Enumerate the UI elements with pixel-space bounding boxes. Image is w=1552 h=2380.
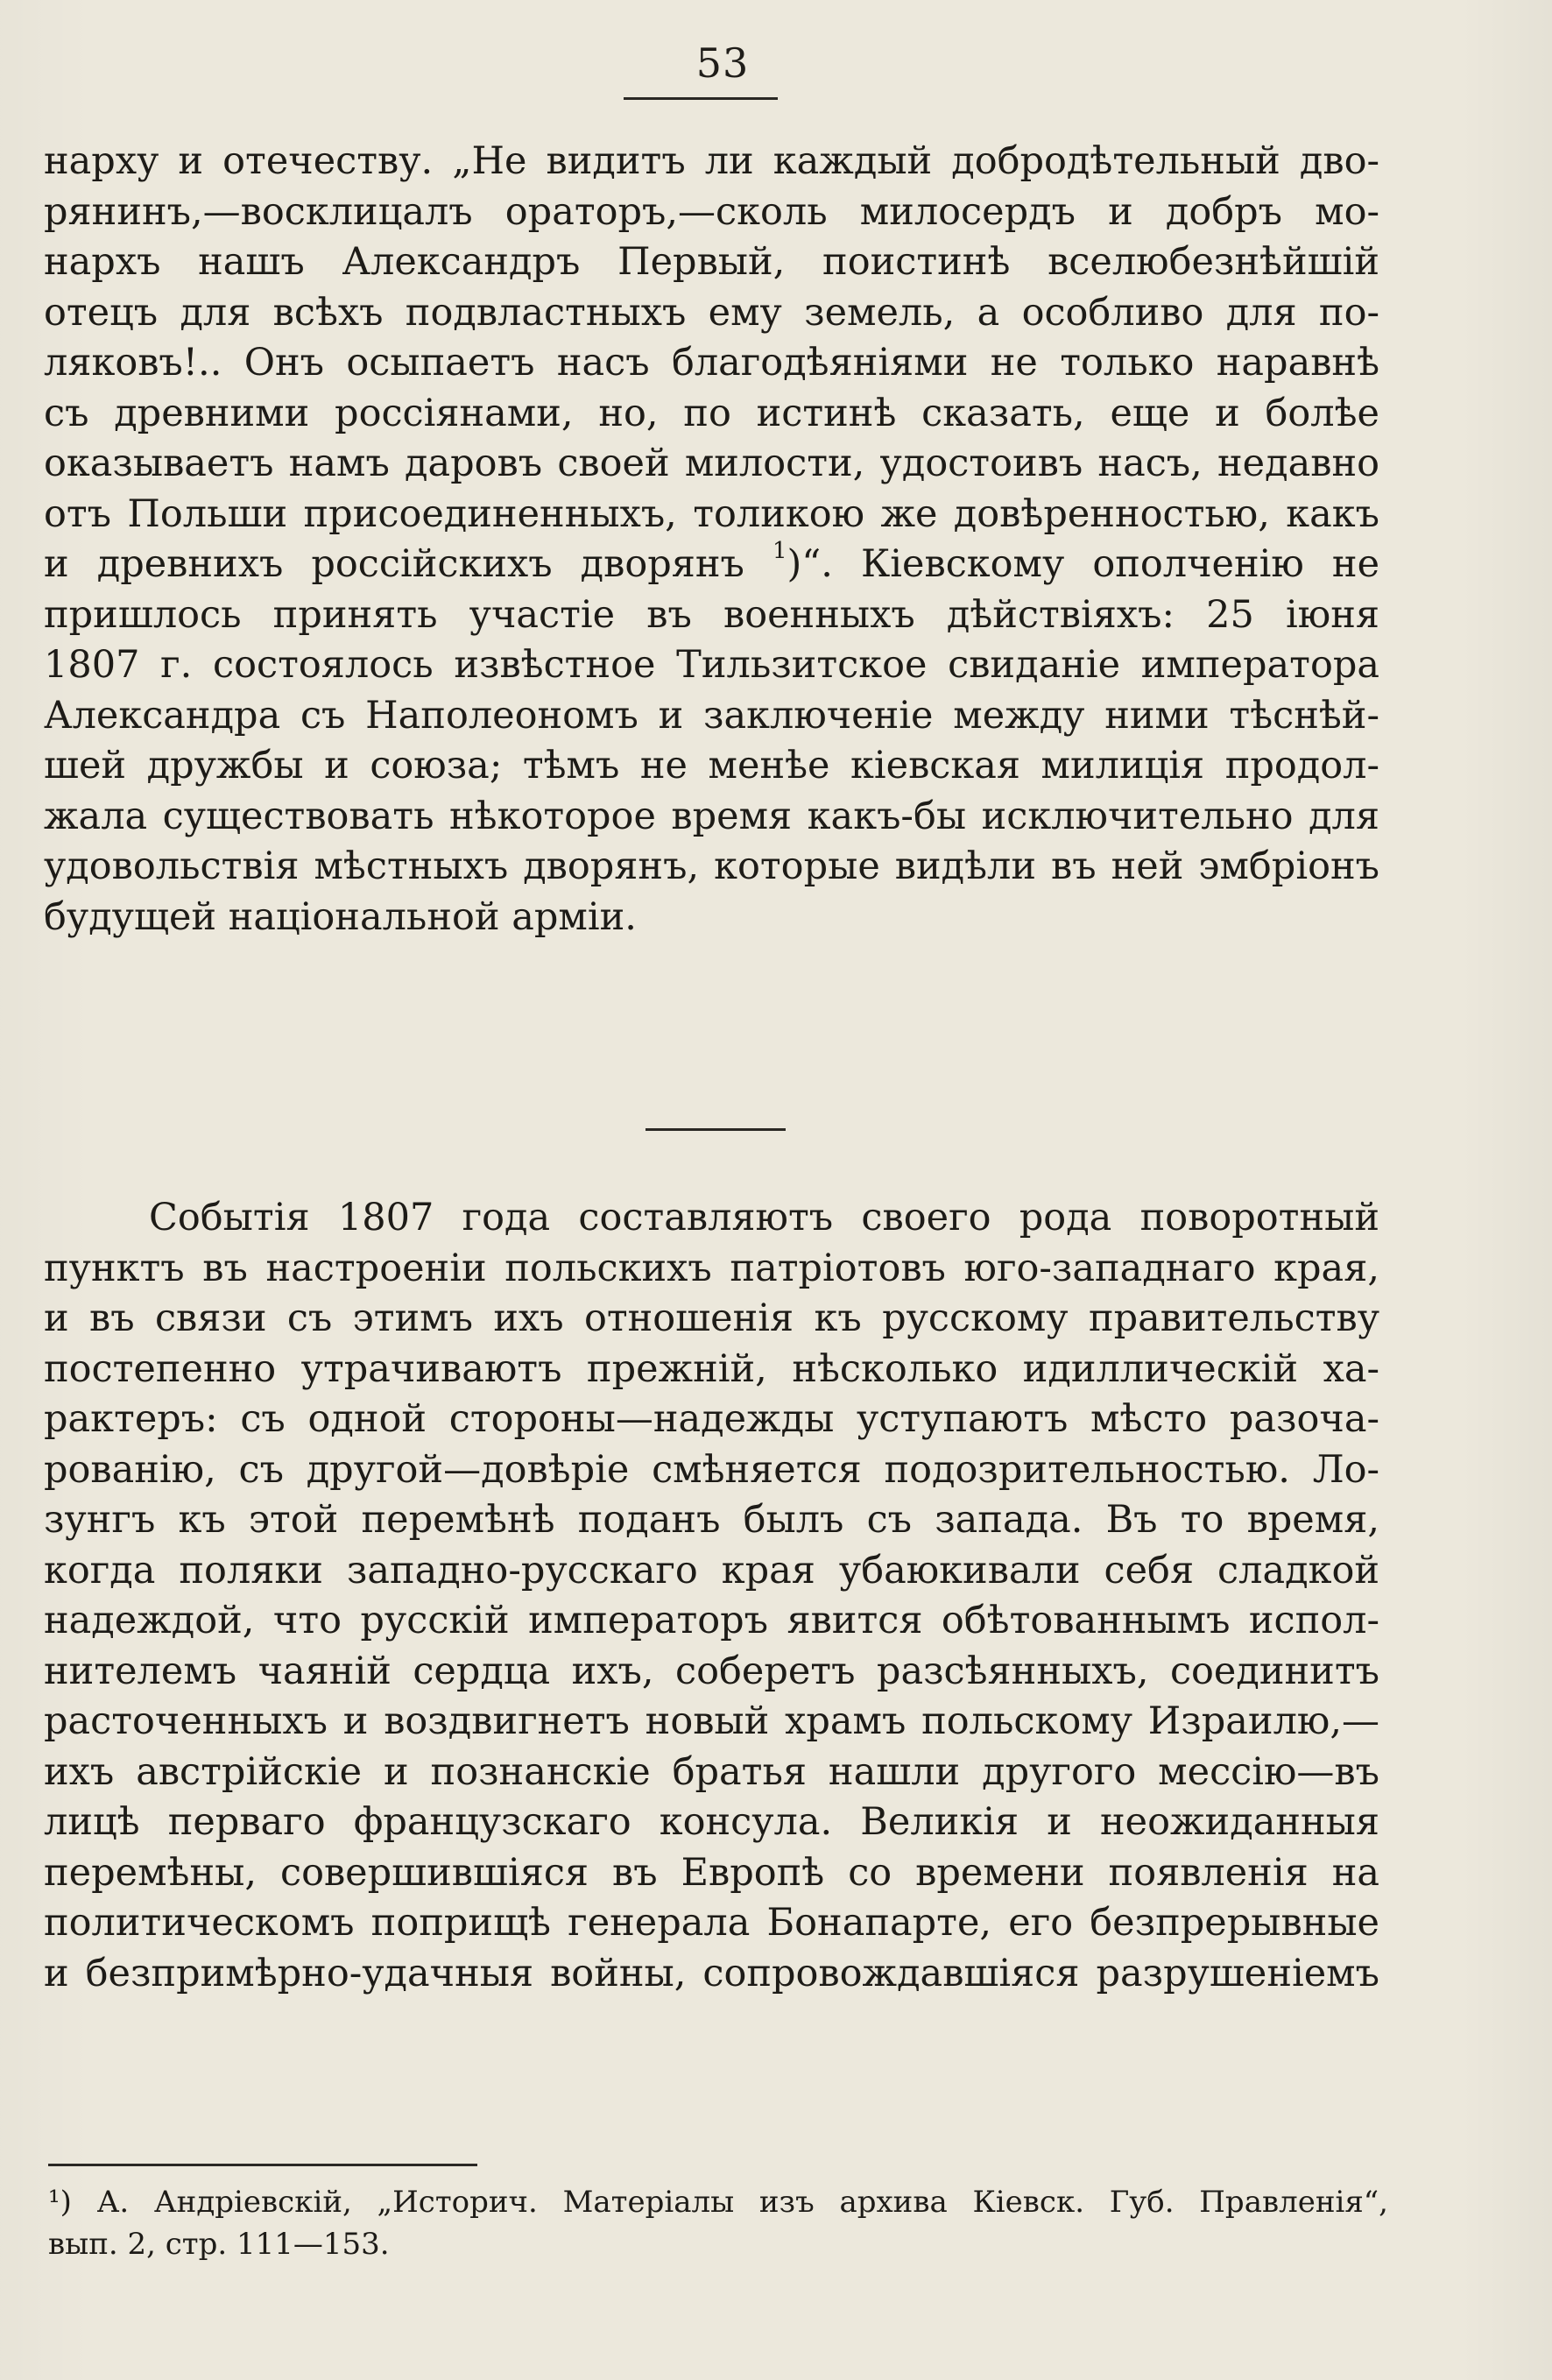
text-line: рянинъ,—восклицалъ ораторъ,—сколь милосердъ и добръ мо- xyxy=(44,189,1379,234)
text-line: удовольствія мѣстныхъ дворянъ, которые видѣли въ ней эмбріонъ xyxy=(44,844,1379,888)
text-line: постепенно утрачиваютъ прежній, нѣсколько идиллическій ха- xyxy=(44,1346,1379,1391)
text-line: пришлось принять участіе въ военныхъ дѣйствіяхъ: 25 іюня xyxy=(44,592,1379,637)
text-line: политическомъ поприщѣ генерала Бонапарте, его безпрерывные xyxy=(44,1901,1379,1945)
footnote-text: А. Андріевскій, „Историч. Матеріалы изъ архива Кіевск. Губ. Правленія“, xyxy=(96,2185,1388,2220)
text-fragment: и древнихъ россійскихъ дворянъ xyxy=(44,542,744,586)
text-line: съ древними россіянами, но, по истинѣ сказать, еще и болѣе xyxy=(44,391,1379,435)
text-line: когда поляки западно-русскаго края убаюкивали себя сладкой xyxy=(44,1548,1379,1593)
paragraph-2 xyxy=(44,1193,1379,1999)
section-divider xyxy=(645,1128,786,1131)
text-line: ихъ австрійскіе и познанскіе братья нашли другого мессію—въ xyxy=(44,1749,1379,1794)
text-line: расточенныхъ и воздвигнетъ новый храмъ польскому Израилю,— xyxy=(44,1699,1379,1743)
page-number: 53 xyxy=(695,39,750,87)
text-line: жала существовать нѣкоторое время какъ-бы исключительно для xyxy=(44,794,1379,838)
text-line: пунктъ въ настроеніи польскихъ патріотовъ юго-западнаго края, xyxy=(44,1246,1379,1290)
page-number-rule xyxy=(624,97,778,100)
text-line: и безпримѣрно-удачныя войны, сопровождавшіяся разрушеніемъ xyxy=(44,1951,1379,1995)
footnote-line: вып. 2, стр. 111—153. xyxy=(48,2227,390,2262)
text-line: и въ связи съ этимъ ихъ отношенія къ русскому правительству xyxy=(44,1296,1379,1340)
text-line: нарху и отечеству. „Не видитъ ли каждый добродѣтельный дво- xyxy=(44,139,1379,183)
text-line: зунгъ къ этой перемѣнѣ поданъ былъ съ запада. Въ то время, xyxy=(44,1498,1379,1542)
text-line: лицѣ перваго французскаго консула. Великія и неожиданныя xyxy=(44,1800,1379,1844)
text-fragment: )“. Кіевскому ополченію не xyxy=(787,542,1380,586)
text-line: перемѣны, совершившіяся въ Европѣ со времени появленія на xyxy=(44,1850,1379,1895)
text-line-with-footnote-ref xyxy=(44,537,1380,590)
paragraph-1 xyxy=(44,137,1379,943)
text-line: будущей національной арміи. xyxy=(44,894,637,939)
text-line: отецъ для всѣхъ подвластныхъ ему земель, а особливо для по- xyxy=(44,290,1379,335)
text-line: отъ Польши присоединенныхъ, толикою же довѣренностью, какъ xyxy=(44,491,1379,536)
text-line: рактеръ: съ одной стороны—надежды уступаютъ мѣсто разоча- xyxy=(44,1397,1379,1441)
text-line: шей дружбы и союза; тѣмъ не менѣе кіевская милиція продол- xyxy=(44,744,1379,787)
text-line: 1807 г. состоялось извѣстное Тильзитское свиданіе императора xyxy=(44,643,1379,687)
text-line: Александра съ Наполеономъ и заключеніе между ними тѣснѣй- xyxy=(44,693,1379,738)
footnote-marker: ¹) xyxy=(48,2185,72,2220)
footnote-divider xyxy=(48,2164,477,2166)
text-line: надеждой, что русскій императоръ явится обѣтованнымъ испол- xyxy=(44,1599,1379,1642)
text-line: ляковъ!.. Онъ осыпаетъ насъ благодѣяніями не только наравнѣ xyxy=(44,341,1379,385)
footnote xyxy=(48,2181,1388,2265)
footnote-reference: 1 xyxy=(772,537,787,564)
text-line: нителемъ чаяній сердца ихъ, соберетъ разсѣянныхъ, соединитъ xyxy=(44,1649,1379,1693)
text-line: оказываетъ намъ даровъ своей милости, удостоивъ насъ, недавно xyxy=(44,441,1379,485)
text-line: нархъ нашъ Александръ Первый, поистинѣ вселюбезнѣйшій xyxy=(44,240,1379,284)
text-line: Событія 1807 года составляютъ своего рода поворотный xyxy=(149,1196,1379,1239)
text-line: рованію, съ другой—довѣріе смѣняется подозрительностью. Ло- xyxy=(44,1447,1379,1492)
footnote-line xyxy=(48,2181,1388,2223)
